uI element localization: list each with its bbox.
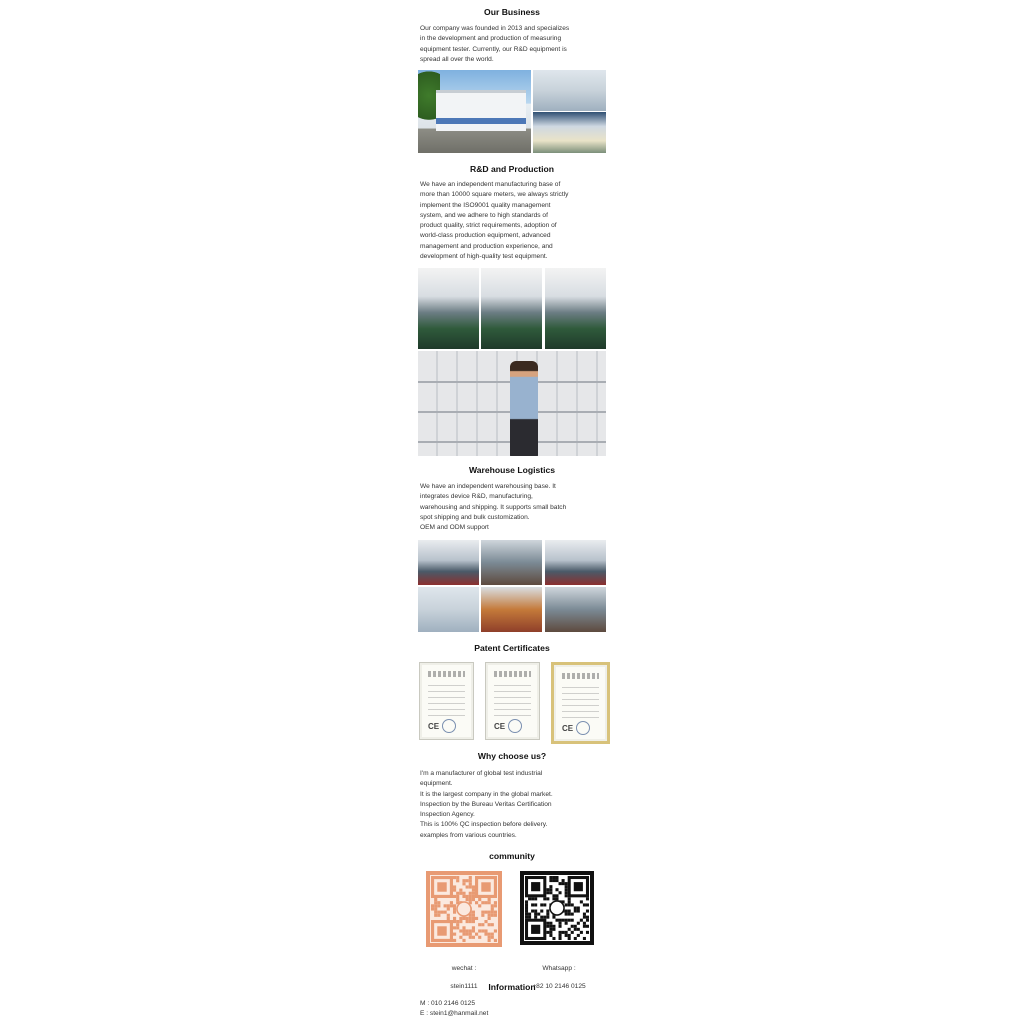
why-text: I'm a manufacturer of global test industrial equipment. It is the largest company in the global market. Inspection by the Bureau Veritas Certification Inspection Agency. This is 100% QC inspection before delivery. examples from various countries. [420, 770, 553, 839]
certificate-3: CE [551, 662, 610, 744]
certificate-1: CE [419, 662, 474, 740]
whatsapp-caption [518, 955, 600, 1000]
warehouse-photo-5 [481, 587, 542, 632]
warehouse-photo-3 [545, 540, 606, 585]
community-title: community [489, 851, 535, 861]
rnd-title: R&D and Production [469, 164, 555, 174]
whatsapp-label: Whatsapp : [542, 965, 576, 972]
certificate-2: CE [485, 662, 540, 740]
showroom-photo [533, 112, 606, 153]
patent-title: Patent Certificates [474, 643, 550, 653]
warehouse-photo-4 [418, 587, 479, 632]
whatsapp-number: +82 10 2146 0125 [532, 983, 586, 990]
information-mobile: M : 010 2146 0125 [420, 1000, 475, 1007]
wechat-icon [457, 902, 471, 916]
warehouse-title: Warehouse Logistics [468, 465, 556, 475]
information-email: E : stein1@hanmail.net [420, 1010, 489, 1017]
wechat-label: wechat : [451, 965, 477, 972]
testing-rack-photo [418, 351, 606, 456]
warehouse-photo-2 [481, 540, 542, 585]
why-title: Why choose us? [477, 751, 547, 761]
lab-photo [533, 70, 606, 111]
wechat-caption [424, 955, 504, 1000]
warehouse-photo-6 [545, 587, 606, 632]
whatsapp-qr-code [520, 871, 594, 947]
warehouse-text: We have an independent warehousing base. It integrates device R&D, manufacturing, warehousing and shipping. It supports small batch spot shipping and bulk customization. OEM and ODM support [420, 483, 567, 532]
information-title: Information [488, 982, 536, 992]
whatsapp-icon [550, 901, 564, 915]
production-photo-2 [481, 268, 542, 349]
warehouse-photo-1 [418, 540, 479, 585]
rnd-text: We have an independent manufacturing base of more than 10000 square meters, we always strictly implement the ISO9001 quality management system, and we adhere to high standards of product quality, strict requirements, adoption of world-class production equipment, advanced management and production experience, and development of high-quality test equipment. [420, 181, 569, 261]
business-text: Our company was founded in 2013 and specializes in the development and production of measuring equipment tester. Currently, our R&D equipment is spread all over the world. [420, 25, 570, 63]
business-title: Our Business [484, 7, 540, 17]
wechat-id: stein1111 [450, 983, 478, 990]
production-photo-3 [545, 268, 606, 349]
wechat-qr-code [426, 871, 502, 947]
production-photo-1 [418, 268, 479, 349]
factory-photo [418, 70, 531, 153]
